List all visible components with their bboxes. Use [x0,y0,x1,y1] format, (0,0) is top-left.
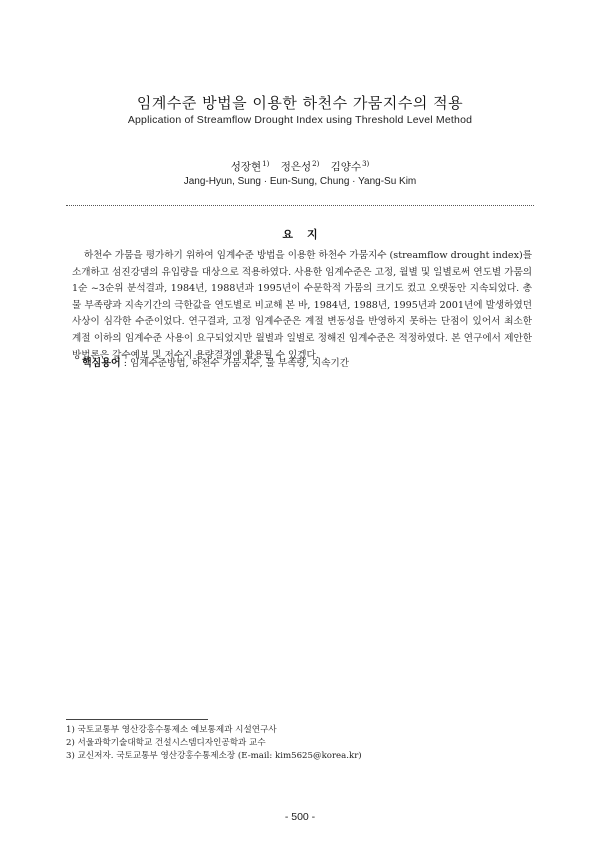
abstract-body: 하천수 가뭄을 평가하기 위하여 임계수준 방법을 이용한 하천수 가뭄지수 (streamflow drought index)를 소개하고 섬진강댐의 유입량을 대상으로 적용하였다. 사용한 임계수준은 고정, 월별 및 일별로써 연도별 가뭄의 1순 ~3순위 분석결과, 1984년, 1988년과 1995년이 수문학적 가뭄의 크기도 컸고 오랫동안 지속되었다. 총 물 부족량과 지속기간의 극한값을 연도별로 비교해 본 바, 1984년, 1988년, 1995년과 2001년에 발생하였던 사상이 심각한 수준이었다. 연구결과, 고정 임계수준은 계절 변동성을 반영하지 못하는 단점이 있어서 최소한 계절 이하의 임계수준 사용이 요구되었지만 월별과 일별로 정해진 임계수준은 적정하였다. 본 연구에서 제안한 방법론은 갈수예보 및 저수지 용량결정에 활용될 수 있겠다. [72,250,532,361]
page-number: - 500 - [284,811,316,823]
author-2-footnote-mark: 2) [312,160,320,168]
author-1 [231,159,270,174]
author-1-footnote-mark: 1) [262,160,270,168]
footnote-1: 1) 국토교통부 영산강홍수통제소 예보통제과 시설연구사 [66,725,277,735]
keywords-separator: : [120,358,130,369]
dotted-divider [66,205,534,206]
author-2 [281,159,320,174]
footnotes [66,724,536,764]
keywords-label: 핵심용어 [82,358,121,369]
footnote-rule [66,719,208,720]
author-list-english: Jang-Hyun, Sung · Eun-Sung, Chung · Yang-Su Kim [183,176,417,187]
author-1-name: 성장현 [230,161,262,173]
paper-title-english: Application of Streamflow Drought Index using Threshold Level Method [127,114,473,126]
keywords [82,354,532,369]
keywords-text: 임계수준방법, 하천수 가뭄지수, 물 부족량, 지속기간 [129,358,349,369]
author-3-name: 김양수 [330,161,362,173]
author-list-korean [0,159,600,174]
footnote-2: 2) 서울과학기술대학교 건설시스템디자인공학과 교수 [66,738,266,749]
author-3 [331,159,370,174]
author-3-footnote-mark: 3) [362,160,370,168]
author-2-name: 정은성 [280,161,312,173]
footnote-3: 3) 교신저자. 국토교통부 영산강홍수통제소장 (E-mail: kim5625@korea.kr) [66,751,362,762]
abstract-heading: 요지 [282,228,332,241]
paper-title-korean: 임계수준 방법을 이용한 하천수 가뭄지수의 적용 [136,94,464,112]
